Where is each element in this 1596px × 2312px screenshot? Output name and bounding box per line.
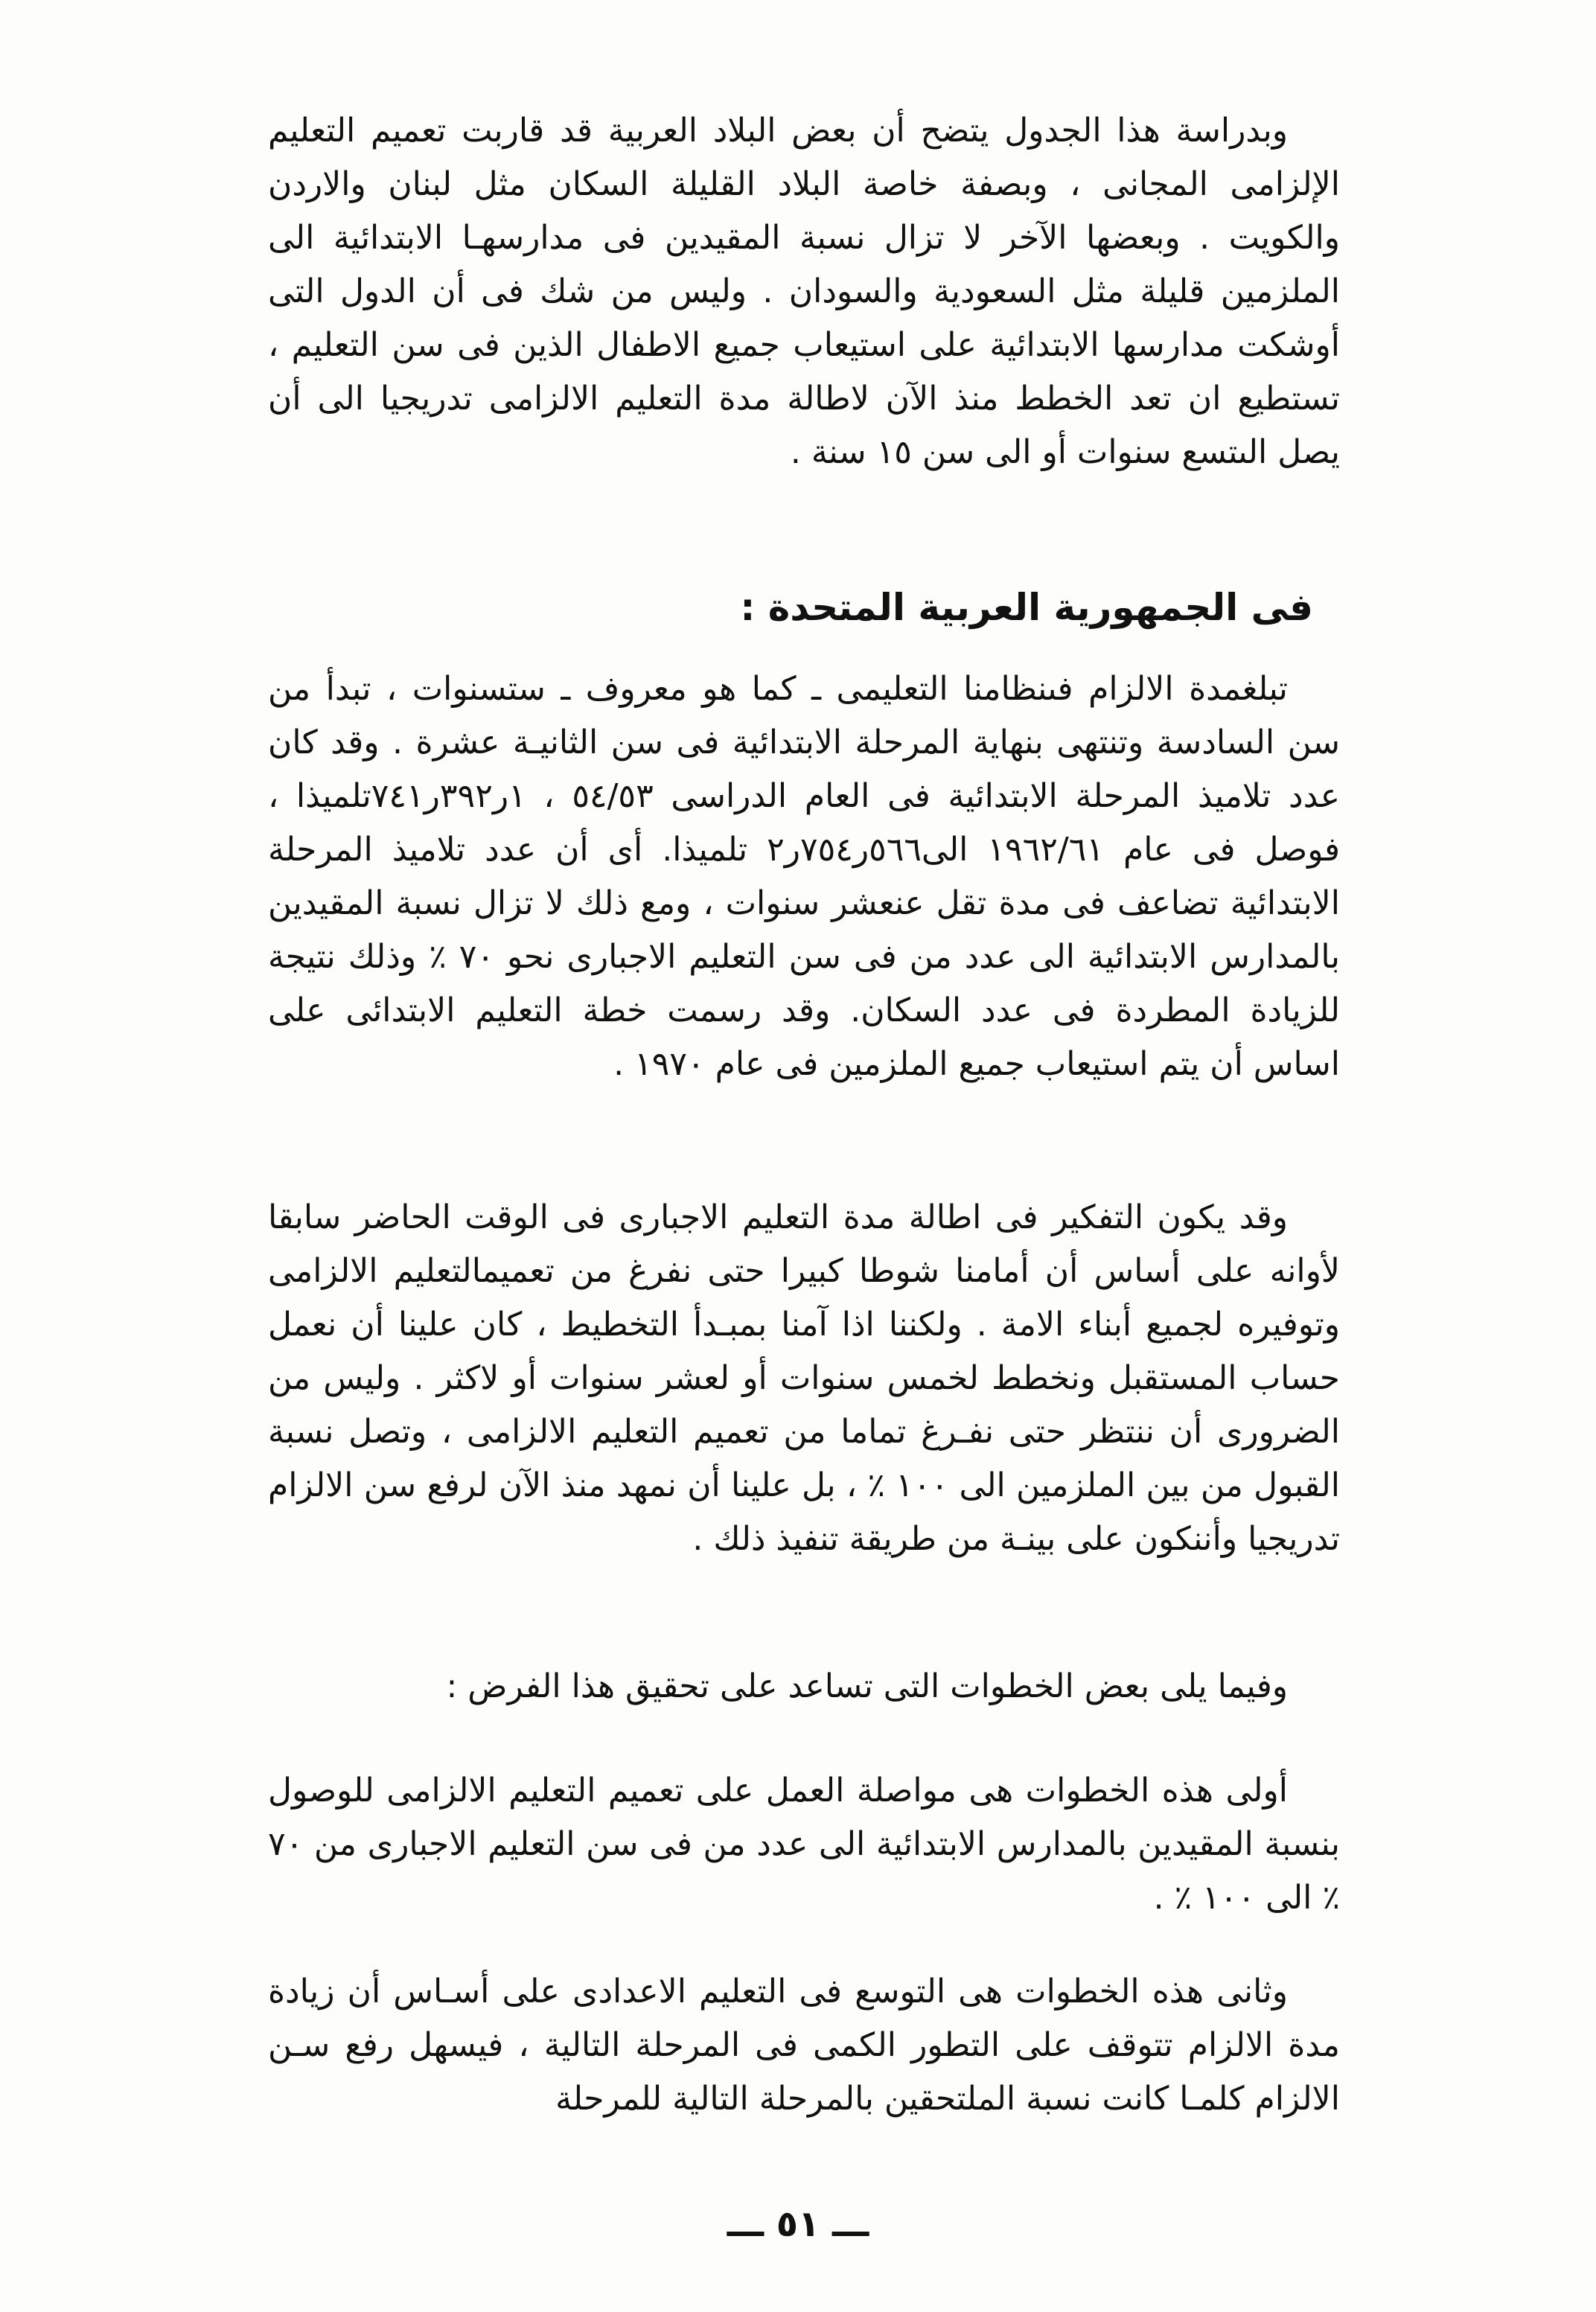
paragraph-first-step [268,1764,1340,1925]
paragraph-intro [268,104,1340,479]
paragraph-text: تبلغمدة الالزام فىنظامنا التعليمى ـ كما هو معروف ـ ستسنوات ، تبدأ من سن السادسة وتنتهى بنهاية المرحلة الابتدائية فى سن الثانيـة عشرة . وقد كان عدد تلاميذ المرحلة الابتدائية فى العام الدراسى ٥٤/٥٣ ، ١ر٣٩٢ر٧٤١تلميذا ، فوصل فى عام ١٩٦٢/٦١ الى٥٦٦ر٧٥٤ر٢ تلميذا. أى أن عدد تلاميذ المرحلة الابتدائية تضاعف فى مدة تقل عنعشر سنوات ، ومع ذلك لا تزال نسبة المقيدين بالمدارس الابتدائية الى عدد من فى سن التعليم الاجبارى نحو ٧٠ ٪ وذلك نتيجة للزيادة المطردة فى عدد السكان. وقد رسمت خطة التعليم الابتدائى على اساس أن يتم استيعاب جميع الملزمين فى عام ١٩٧٠ . [268,670,1341,1083]
paragraph-text: وبدراسة هذا الجدول يتضح أن بعض البلاد العربية قد قاربت تعميم التعليم الإلزامى المجانى ، وبصفة خاصة البلاد القليلة السكان مثل لبنان والاردن والكويت . وبعضها الآخر لا تزال نسبة المقيدين فى مدارسهـا الابتدائية الى الملزمين قليلة مثل السعودية والسودان . وليس من شك فى أن الدول التى أوشكت مدارسها الابتدائية على استيعاب جميع الاطفال الذين فى سن التعليم ، تستطيع ان تعد الخطط منذ الآن لاطالة مدة التعليم الالزامى تدريجيا الى أن يصل الىتسع سنوات أو الى سن ١٥ سنة . [268,112,1340,471]
paragraph-duration [268,662,1340,1091]
paragraph-text: وقد يكون التفكير فى اطالة مدة التعليم الاجبارى فى الوقت الحاضر سابقا لأوانه على أساس أن أمامنا شوطا كبيرا حتى نفرغ من تعميمالتعليم الالزامى وتوفيره لجميع أبناء الامة . ولكننا اذا آمنا بمبـدأ التخطيط ، كان علينا أن نعمل حساب المستقبل ونخطط لخمس سنوات أو لعشر سنوات أو لاكثر . وليس من الضرورى أن ننتظر حتى نفـرغ تماما من تعميم التعليم الالزامى ، وتصل نسبة القبول من بين الملزمين الى ١٠٠ ٪ ، بل علينا أن نمهد منذ الآن لرفع سن الالزام تدريجيا وأننكون على بينـة من طريقة تنفيذ ذلك . [268,1198,1341,1558]
paragraph-text: وثانى هذه الخطوات هى التوسع فى التعليم الاعدادى على أسـاس أن زيادة مدة الالزام تتوقف على التطور الكمى فى المرحلة التالية ، فيسهل رفع سـن الالزام كلمـا كانت نسبة الملتحقين بالمرحلة التالية للمرحلة [268,1973,1340,2118]
paragraph-text: وفيما يلى بعض الخطوات التى تساعد على تحقيق هذا الفرض : [446,1667,1288,1705]
paragraph-second-step [268,1965,1340,2126]
paragraph-steps-intro [268,1660,1340,1714]
paragraph-text: أولى هذه الخطوات هى مواصلة العمل على تعميم التعليم الالزامى للوصول بنسبة المقيدين بالمدارس الابتدائية الى عدد من فى سن التعليم الاجبارى من ٧٠ ٪ الى ١٠٠ ٪ . [268,1772,1340,1917]
paragraph-extension [268,1191,1340,1566]
section-heading: فى الجمهورية العربية المتحدة : [740,586,1313,629]
page-number: ـــ ٥١ ـــ [727,2203,869,2245]
